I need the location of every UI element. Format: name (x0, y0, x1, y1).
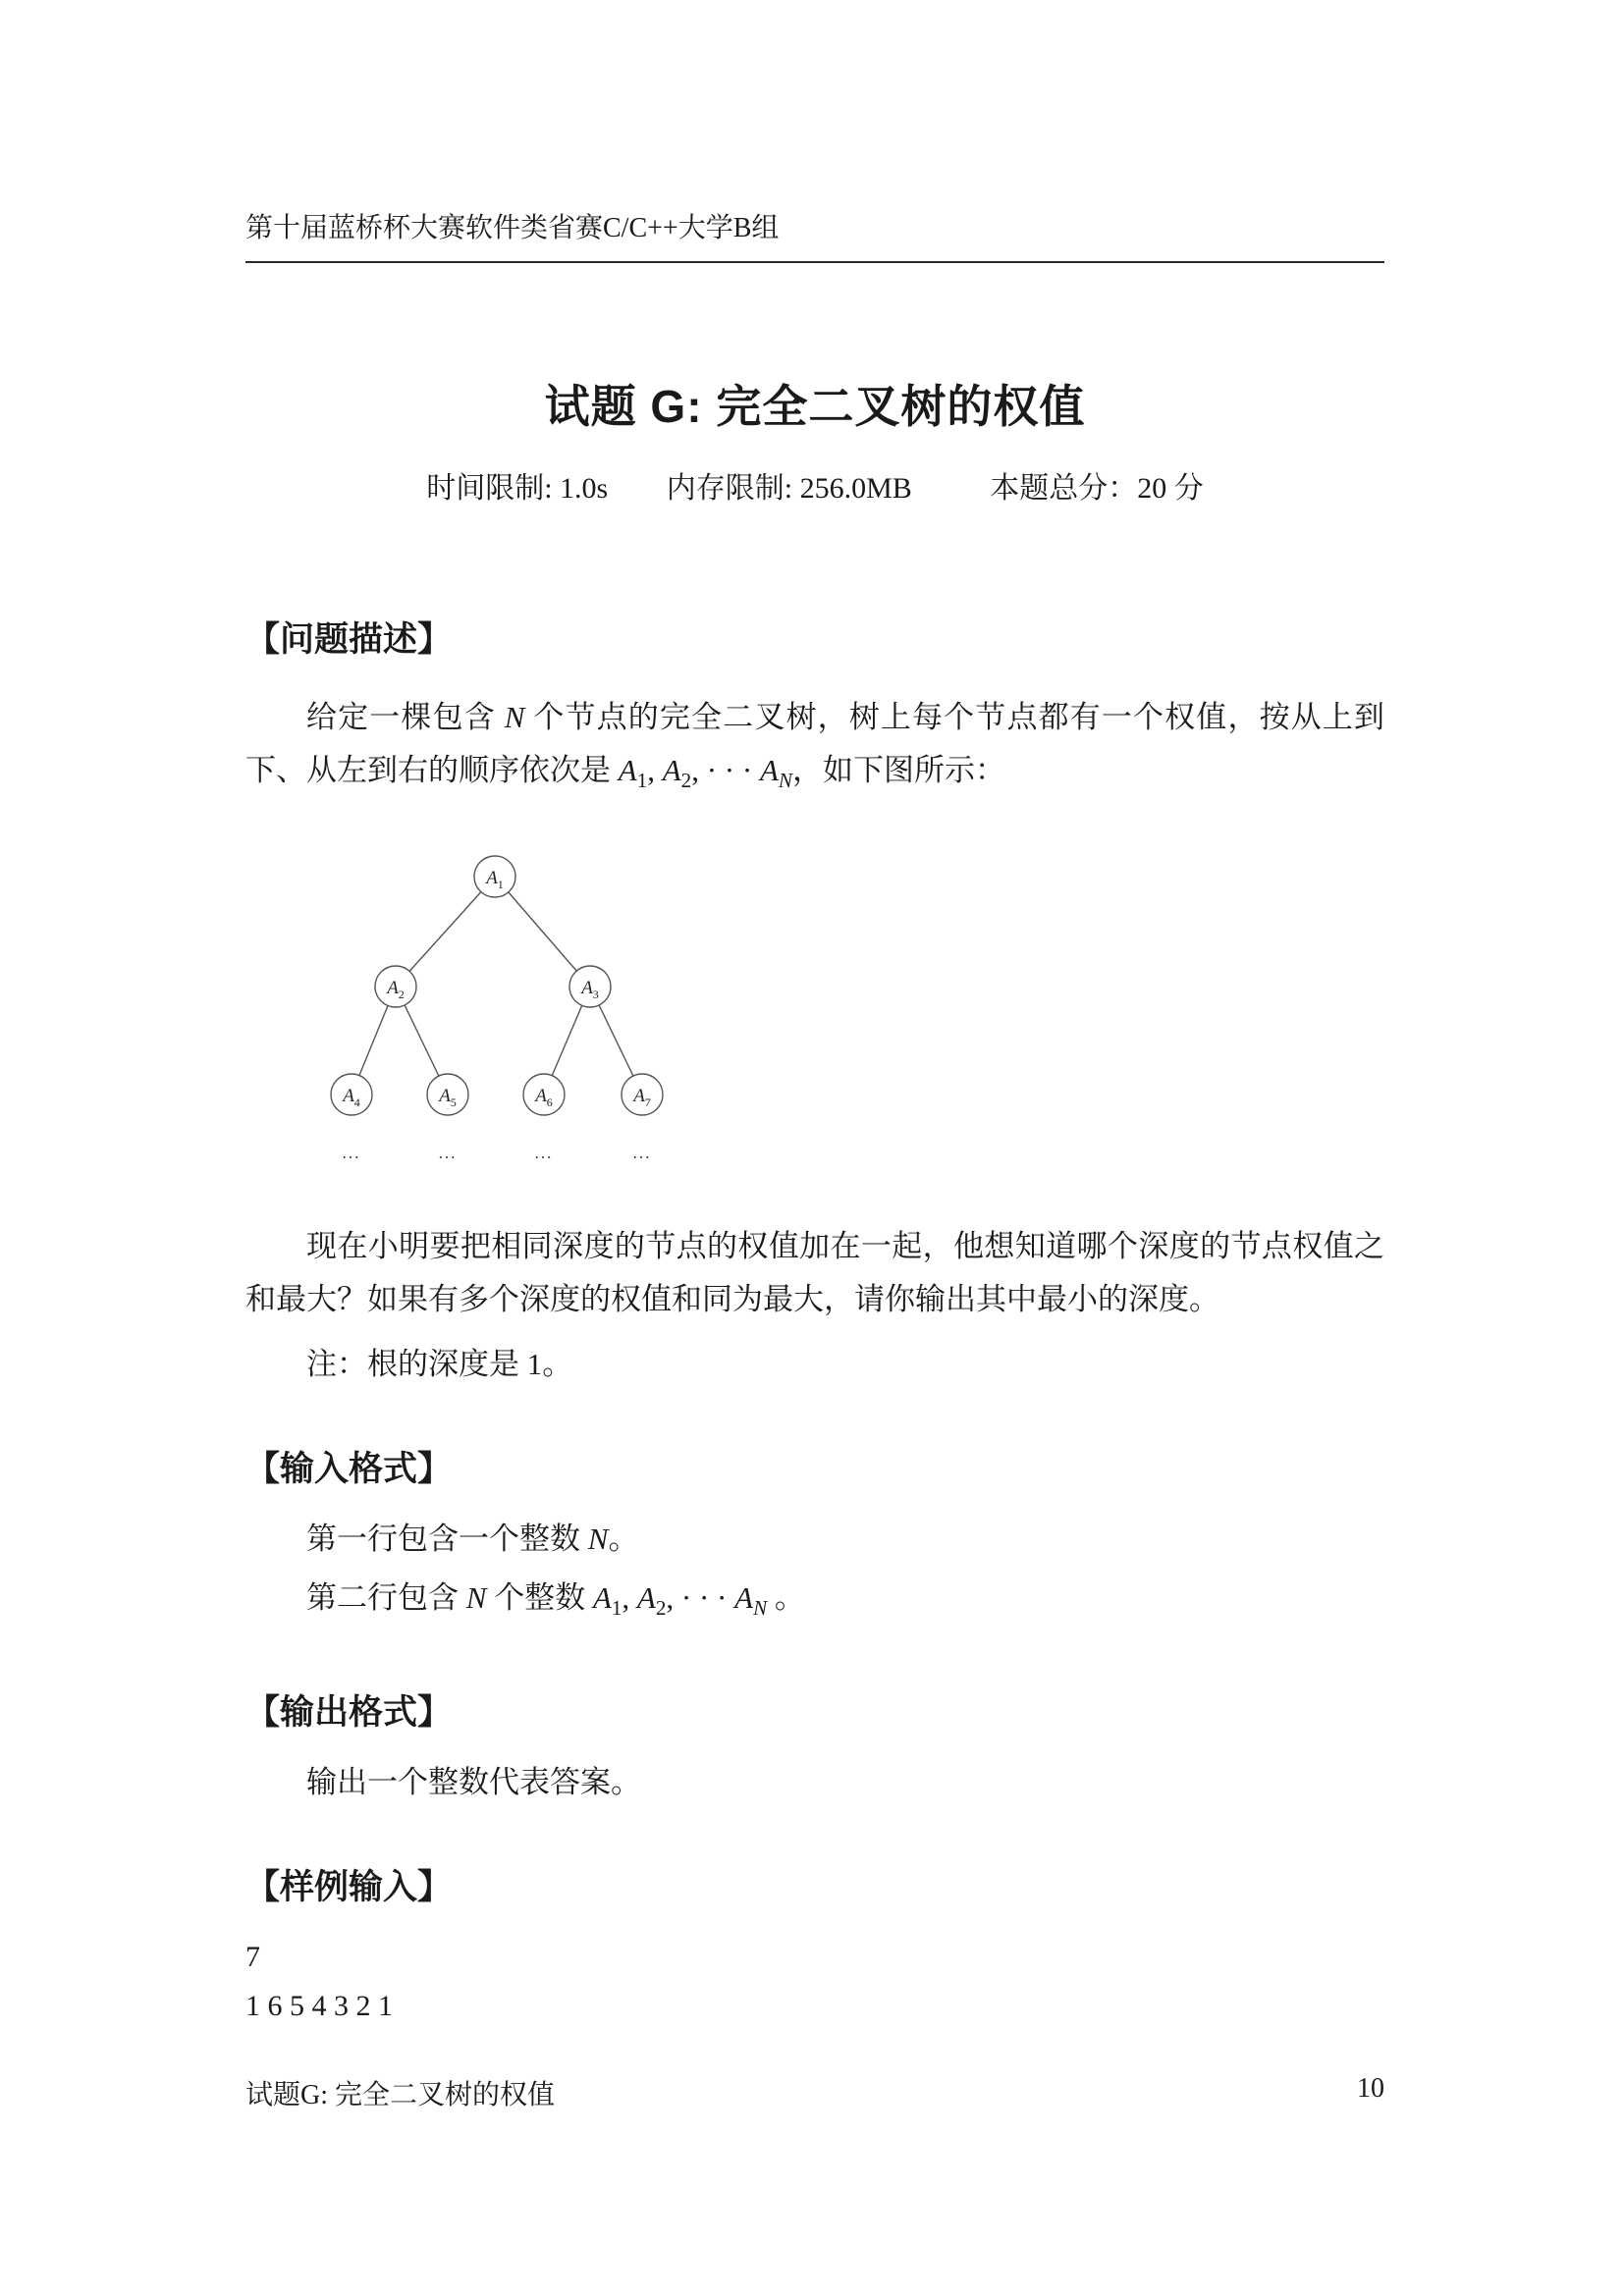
ellipsis-label: ... (342, 1144, 361, 1163)
section-heading-input-format: 【输入格式】 (245, 1450, 453, 1489)
footer-title: 试题G: 完全二叉树的权值 (245, 2080, 556, 2110)
page-content (245, 0, 1384, 2031)
paragraph-problem-intro: 给定一棵包含 N 个节点的完全二叉树，树上每个节点都有一个权值，按从上到下、从左到右的顺序依次是 $A_1$, $A_2$, · · · $A_N$，如下图所示： (245, 700, 1385, 793)
total-score: 本题总分：20 分 (990, 472, 1204, 505)
time-limit: 时间限制: 1.0s (426, 472, 609, 505)
footer-page-number: 10 (1357, 2073, 1384, 2104)
tree-node-label: $A_6$ (535, 1086, 553, 1110)
ellipsis-label: ... (632, 1144, 652, 1163)
paragraph-input-line1: 第一行包含一个整数 N。 (306, 1522, 639, 1557)
section-heading-sample-input: 【样例输入】 (245, 1868, 453, 1907)
page-header: 第十届蓝桥杯大赛软件类省赛C/C++大学B组 (245, 0, 1384, 263)
tree-node-label: $A_7$ (633, 1086, 651, 1110)
sample-input-line: 7 (245, 1941, 260, 1974)
tree-node-label: $A_4$ (343, 1086, 360, 1110)
paragraph-output-line1: 输出一个整数代表答案。 (306, 1765, 641, 1800)
binary-tree-figure (314, 842, 707, 1181)
tree-node-label: $A_3$ (581, 978, 599, 1002)
paragraph-input-line2: 第二行包含 N 个整数 $A_1$, $A_2$, · · · $A_N$ 。 (306, 1580, 805, 1621)
memory-limit: 内存限制: 256.0MB (666, 472, 912, 505)
tree-edge (495, 877, 590, 987)
section-heading-description: 【问题描述】 (245, 620, 453, 659)
limits-line (245, 463, 1384, 507)
ellipsis-label: ... (534, 1144, 554, 1163)
binary-tree-svg (314, 842, 707, 1181)
tree-edge (396, 877, 495, 987)
ellipsis-label: ... (438, 1144, 458, 1163)
tree-node-label: $A_5$ (439, 1086, 457, 1110)
paragraph-problem-task: 现在小明要把相同深度的节点的权值加在一起，他想知道哪个深度的节点权值之和最大？如果有多个深度的权值和同为最大，请你输出其中最小的深度。 (245, 1229, 1384, 1317)
section-heading-output-format: 【输出格式】 (245, 1693, 453, 1733)
sample-input-line: 1 6 5 4 3 2 1 (245, 1990, 393, 2023)
sample-input-block (245, 1933, 1384, 2031)
page-footer (245, 2073, 1384, 2112)
paragraph-depth-note: 注：根的深度是 1。 (306, 1347, 573, 1382)
tree-node-label: $A_2$ (387, 978, 405, 1002)
problem-title: 试题 G: 完全二叉树的权值 (544, 381, 1086, 432)
tree-node-label: $A_1$ (486, 868, 504, 892)
